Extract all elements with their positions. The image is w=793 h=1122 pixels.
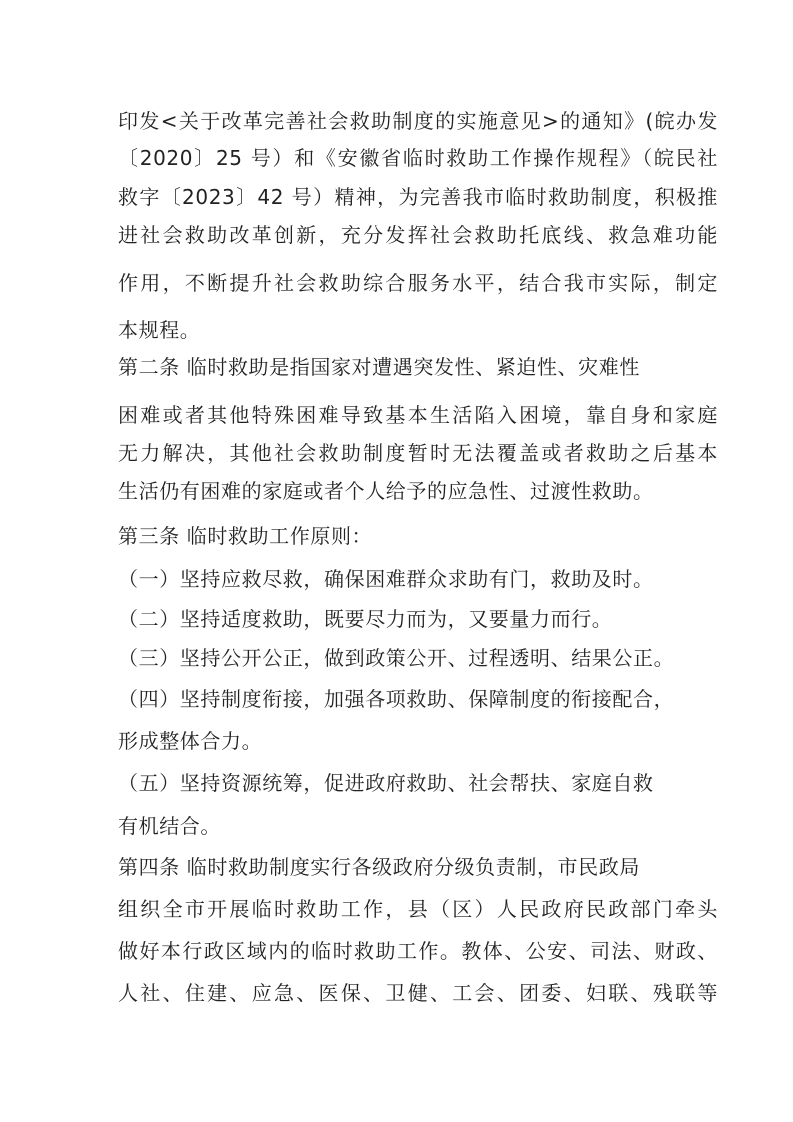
text-line-3: 救字〔2023〕42 号）精神，为完善我市临时救助制度，积极推 <box>118 185 718 209</box>
text-line-7: 第二条 临时救助是指国家对遭遇突发性、紧迫性、灾难性 <box>118 355 640 379</box>
text-line-1: 印发<关于改革完善社会救助制度的实施意见>的通知》(皖办发 <box>118 109 718 133</box>
text-line-21: 做好本行政区域内的临时救助工作。教体、公安、司法、财政、 <box>118 939 718 963</box>
text-line-19: 第四条 临时救助制度实行各级政府分级负责制，市民政局 <box>118 855 640 879</box>
text-line-13: （二）坚持适度救助，既要尽力而为，又要量力而行。 <box>118 607 613 631</box>
text-line-16: 形成整体合力。 <box>118 729 263 753</box>
text-line-14: （三）坚持公开公正，做到政策公开、过程透明、结果公正。 <box>118 646 675 670</box>
text-line-20: 组织全市开展临时救助工作，县（区）人民政府民政部门牵头 <box>118 897 718 921</box>
text-line-2: 〔2020〕25 号）和《安徽省临时救助工作操作规程》（皖民社 <box>118 146 718 170</box>
text-line-12: （一）坚持应救尽救，确保困难群众求助有门，救助及时。 <box>118 567 654 591</box>
text-line-9: 无力解决，其他社会救助制度暂时无法覆盖或者救助之后基本 <box>118 441 718 465</box>
text-line-5: 作用，不断提升社会救助综合服务水平，结合我市实际，制定 <box>118 271 718 295</box>
text-line-10: 生活仍有困难的家庭或者个人给予的应急性、过渡性救助。 <box>118 479 654 503</box>
text-line-6: 本规程。 <box>118 318 201 342</box>
text-line-8: 困难或者其他特殊困难导致基本生活陷入困境，靠自身和家庭 <box>118 403 718 427</box>
text-line-4: 进社会救助改革创新，充分发挥社会救助托底线、救急难功能 <box>118 223 718 247</box>
text-line-11: 第三条 临时救助工作原则： <box>118 524 373 548</box>
text-line-18: 有机结合。 <box>118 814 221 838</box>
text-line-22: 人社、住建、应急、医保、卫健、工会、团委、妇联、残联等 <box>118 981 718 1005</box>
text-line-17: （五）坚持资源统筹，促进政府救助、社会帮扶、家庭自救 <box>118 771 654 795</box>
text-line-15: （四）坚持制度衔接，加强各项救助、保障制度的衔接配合， <box>118 687 675 711</box>
